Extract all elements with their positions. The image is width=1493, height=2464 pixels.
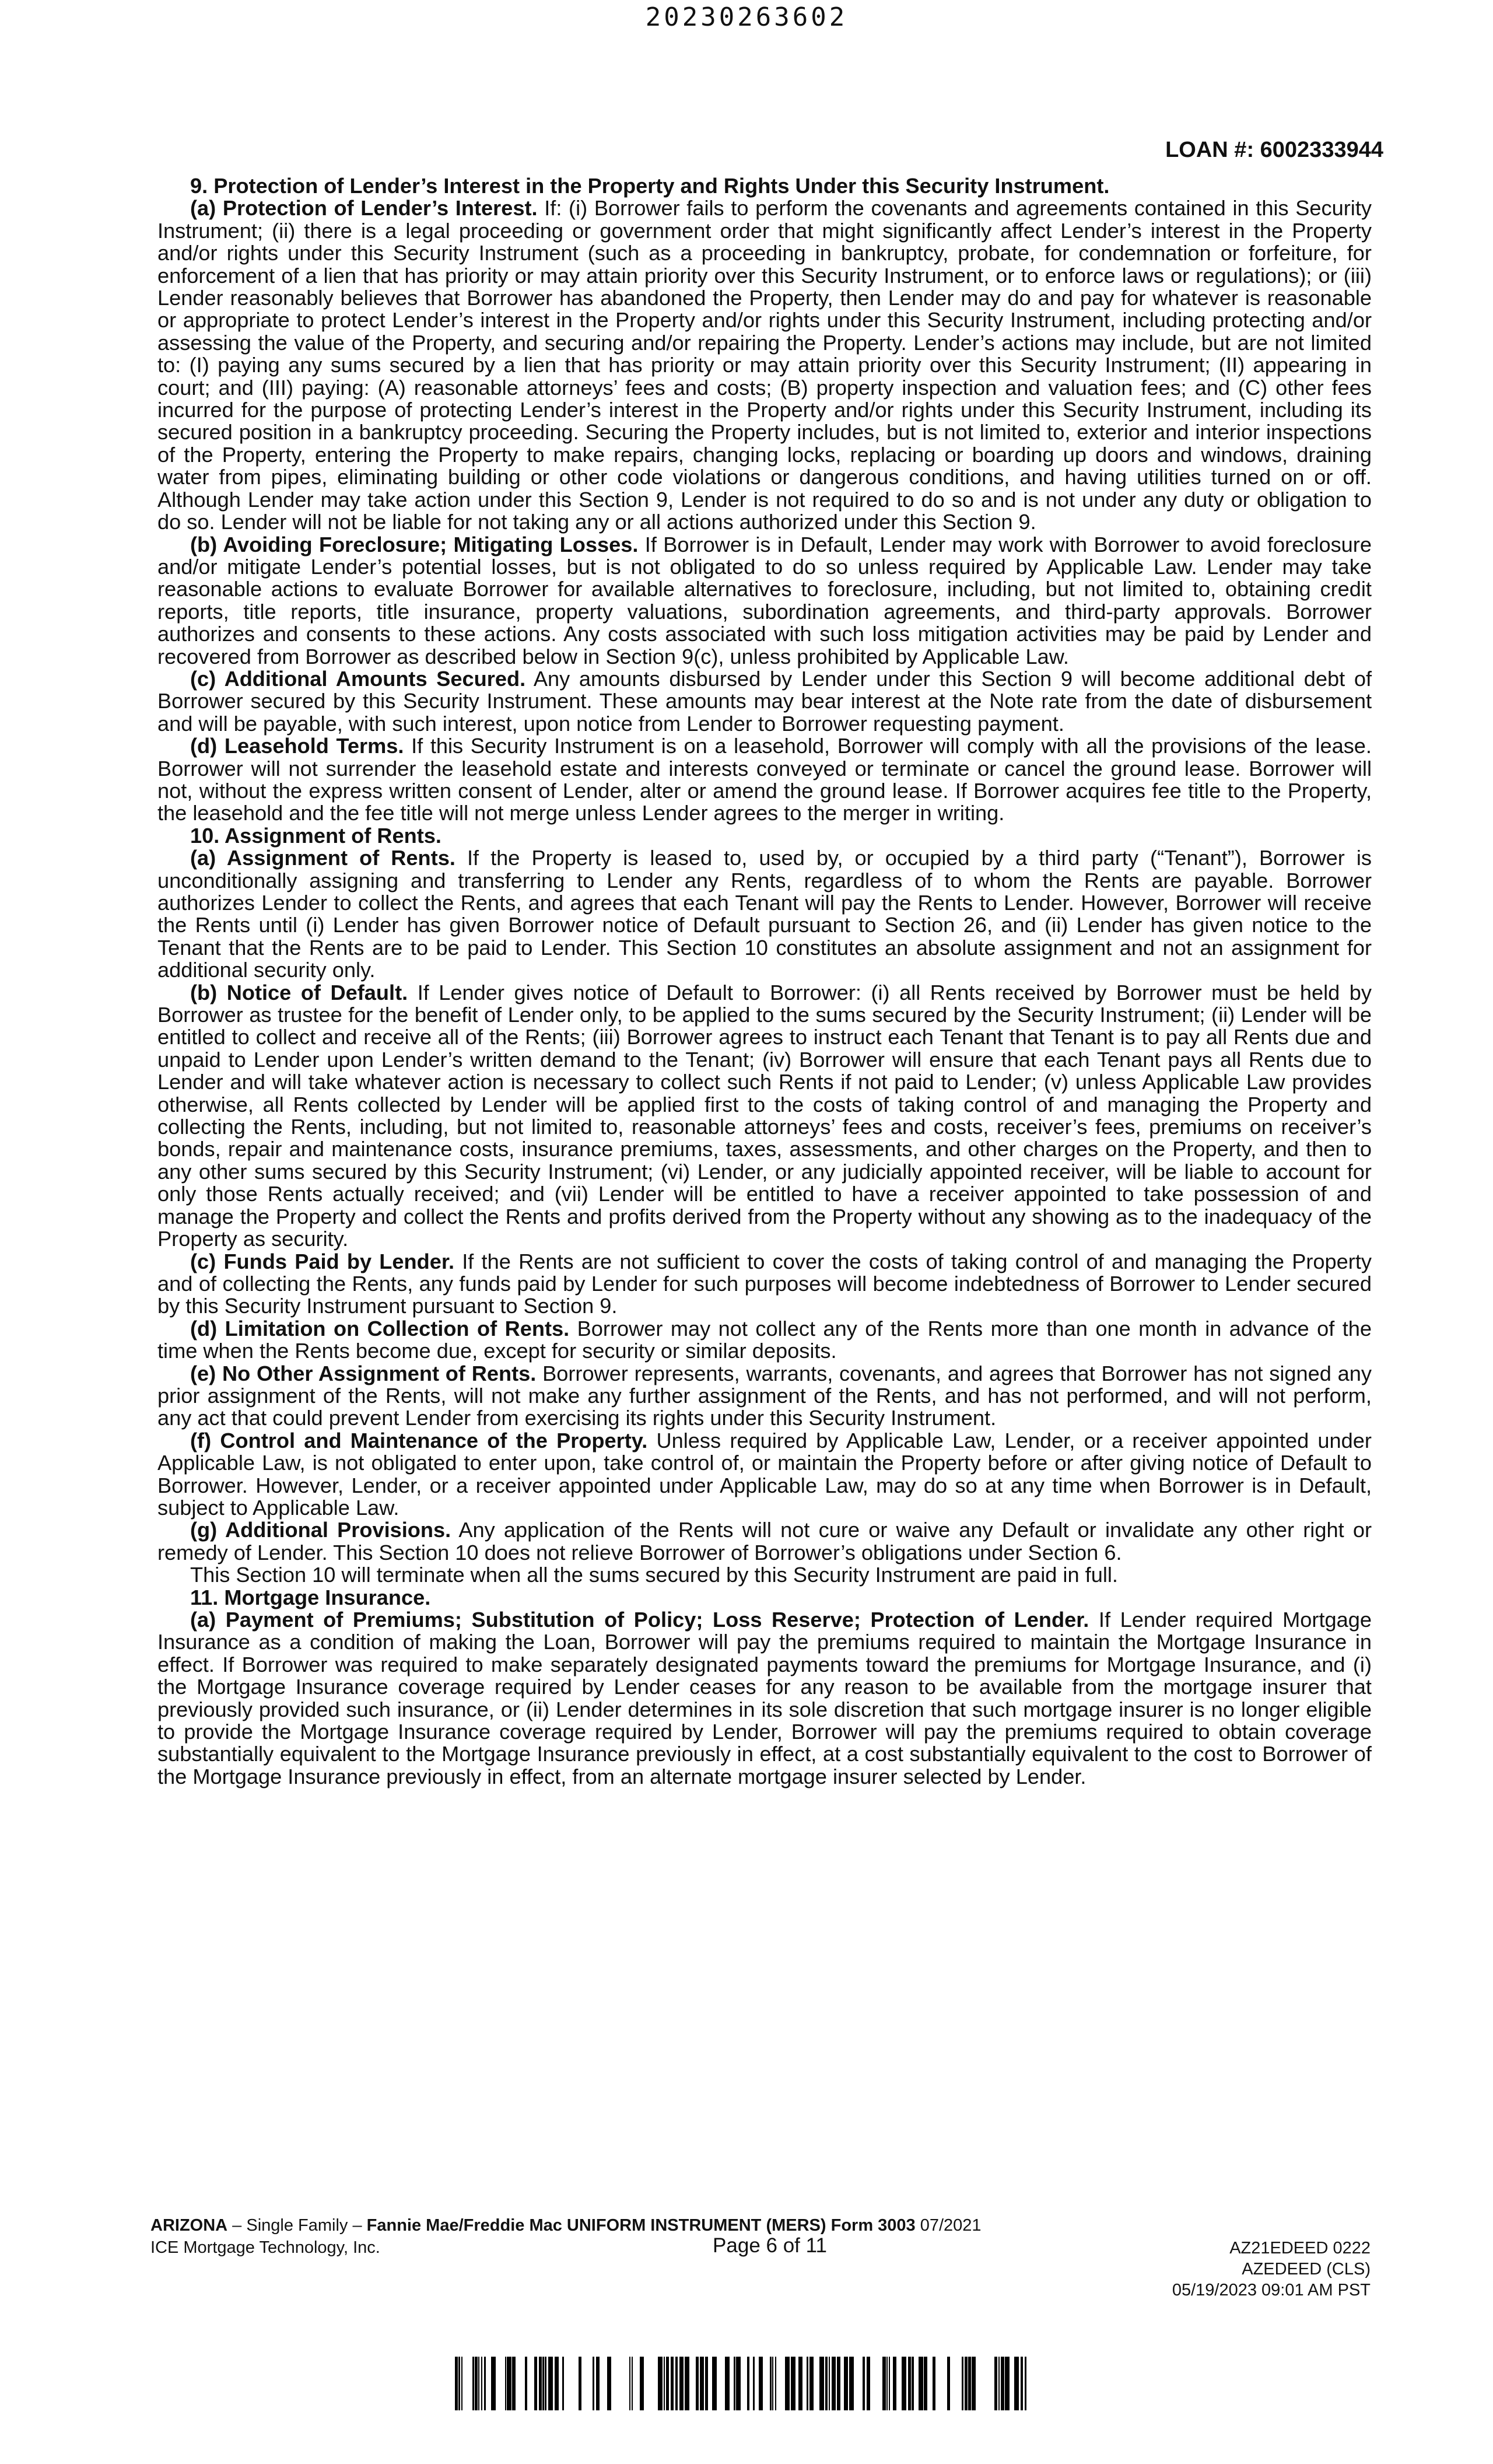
paragraph-lead: (f) Control and Maintenance of the Property.	[190, 1428, 648, 1452]
barcode-bar	[734, 2357, 735, 2410]
paragraph	[157, 1609, 1372, 1788]
paragraph-text: If the Property is leased to, used by, or occupied by a third party (“Tenant”), Borrower is unconditionally assigning and transferring to Lender any Rents, regardless of to whom the Rents are payable. Borrower authorizes Lender to collect the Rents, and agrees that each Tenant will pay the Rents to Lender. However, Borrower will receive the Rents until (i) Lender has given Borrower notice of Default pursuant to Section 26, and (ii) Lender has given notice to the Tenant that the Rents are to be paid to Lender. This Section 10 constitutes an absolute assignment and not an assignment for additional security only.	[157, 846, 1372, 982]
barcode-bar	[837, 2357, 840, 2410]
paragraph-lead: (b) Avoiding Foreclosure; Mitigating Losses.	[190, 532, 639, 556]
paragraph-text: Borrower may not collect any of the Rents more than one month in advance of the time when the Rents become due, except for security or similar deposits.	[157, 1316, 1372, 1363]
barcode-bar	[491, 2357, 496, 2410]
paragraph-lead: (e) No Other Assignment of Rents.	[190, 1361, 537, 1385]
barcode-bar	[775, 2357, 776, 2410]
recording-number: 20230263602	[645, 2, 848, 32]
paragraph	[157, 847, 1372, 981]
barcode-bar	[924, 2357, 927, 2410]
section-heading	[157, 825, 1372, 847]
paragraph	[157, 197, 1372, 533]
barcode-bar	[542, 2357, 544, 2410]
barcode-bar	[666, 2357, 669, 2410]
paragraph	[157, 1430, 1372, 1520]
paragraph-text: Unless required by Applicable Law, Lender, or a receiver appointed under Applicable Law, is not obligated to enter upon, take control of, or maintain the Property before or after giving notice of Default to Borrower. However, Lender, or a receiver appointed under Applicable Law, may do so at any time when Borrower is in Default, subject to Applicable Law.	[157, 1428, 1372, 1520]
barcode-bar	[994, 2357, 997, 2410]
barcode-bar	[965, 2357, 968, 2410]
paragraph-text: If this Security Instrument is on a leasehold, Borrower will comply with all the provisions of the lease. Borrower will not surrender the leasehold estate and interests conveyed or terminate or cancel the ground lease. Borrower will not, without the express written consent of Lender, alter or amend the ground lease. If Borrower acquires fee title to the Property, the leasehold and the fee title will not merge unless Lender agrees to the merger in writing.	[157, 734, 1372, 825]
footer-form-date: 07/2021	[915, 2216, 982, 2235]
barcode-bar	[512, 2357, 516, 2410]
barcode-bar	[889, 2357, 890, 2410]
barcode-bar	[629, 2357, 630, 2410]
barcode-bar	[461, 2357, 462, 2410]
paragraph-lead: (c) Additional Amounts Secured.	[190, 666, 526, 691]
barcode-bar	[596, 2357, 600, 2410]
barcode-bar	[912, 2357, 914, 2410]
barcode-bar	[908, 2357, 911, 2410]
barcode-bar	[968, 2357, 971, 2410]
barcode-bar	[679, 2357, 684, 2410]
barcode-bar	[1021, 2357, 1023, 2410]
section-heading	[157, 1587, 1372, 1609]
barcode-bar	[671, 2357, 674, 2410]
barcode-bar	[893, 2357, 896, 2410]
barcode-bar	[507, 2357, 511, 2410]
barcode-bar	[849, 2357, 854, 2410]
page-number: Page 6 of 11	[713, 2234, 827, 2257]
barcode-bar	[886, 2357, 888, 2410]
paragraph-text: This Section 10 will terminate when all the sums secured by this Security Instrument are paid in full.	[190, 1563, 1118, 1587]
barcode-bar	[825, 2357, 828, 2410]
barcode-bar	[712, 2357, 717, 2410]
barcode-bar	[770, 2357, 772, 2410]
barcode-bar	[863, 2357, 865, 2410]
paragraph-text: Any application of the Rents will not cure or waive any Default or invalidate any other right or remedy of Lender. This Section 10 does not relieve Borrower of Borrower’s obligations under Section 6.	[157, 1518, 1372, 1564]
footer-instrument: Fannie Mae/Freddie Mac UNIFORM INSTRUMENT (MERS) Form 3003	[366, 2216, 916, 2235]
barcode-bar	[791, 2357, 795, 2410]
paragraph	[157, 668, 1372, 735]
barcode-bar	[933, 2357, 935, 2410]
paragraph-lead: (g) Additional Provisions.	[190, 1518, 451, 1542]
barcode-bar	[998, 2357, 1000, 2410]
paragraph-text: Borrower represents, warrants, covenants, and agrees that Borrower has not signed any prior assignment of the Rents, will not make any further assignment of the Rents, and has not performed, and will not perform, any act that could prevent Lender from exercising its rights under this Security Instrument.	[157, 1361, 1372, 1430]
barcode-bar	[759, 2357, 763, 2410]
barcode-bar	[962, 2357, 963, 2410]
barcode-bar	[632, 2357, 633, 2410]
paragraph-lead: (b) Notice of Default.	[190, 980, 408, 1005]
barcode-bar	[562, 2357, 564, 2410]
paragraph-text: If: (i) Borrower fails to perform the covenants and agreements contained in this Security Instrument; (ii) there is a legal proceeding or government order that might significantly affect Lender’s interest in the Property and/or rights under this Security Instrument (such as a proceeding in bankruptcy, probate, for condemnation or forfeiture, for enforcement of a lien that has priority or may attain priority over this Security Instrument, or to enforce laws or regulations); or (iii) Lender reasonably believes that Borrower has abandoned the Property, then Lender may do and pay for whatever is reasonable or appropriate to protect Lender’s interest in the Property and/or rights under this Security Instrument, including protecting and/or assessing the value of the Property, and securing and/or repairing the Property. Lender’s actions may include, but are not limited to: (I) paying any sums secured by a lien that has priority or may attain priority over this Security Instrument; (II) appearing in court; and (III) paying: (A) reasonable attorneys’ fees and costs; (B) property inspection and valuation fees; and (C) other fees incurred for the purpose of protecting Lender’s interest in the Property and/or rights under this Security Instrument, including its secured position in a bankruptcy proceeding. Securing the Property includes, but is not limited to, exterior and interior inspections of the Property, entering the Property to make repairs, changing locks, replacing or boarding up doors and windows, draining water from pipes, eliminating building or other code violations or dangerous conditions, and having utilities turned on or off. Although Lender may take action under this Section 9, Lender is not required to do so and is not under any duty or obligation to do so. Lender will not be liable for not taking any or all actions authorized under this Section 9.	[157, 196, 1372, 534]
barcode-bar	[685, 2357, 689, 2410]
barcode-image	[455, 2357, 1032, 2410]
footer-timestamp: 05/19/2023 09:01 AM PST	[1172, 2281, 1371, 2300]
barcode-bar	[867, 2357, 870, 2410]
barcode-bar	[832, 2357, 836, 2410]
paragraph-text: If Borrower is in Default, Lender may work with Borrower to avoid foreclosure and/or mitigate Lender’s potential losses, but is not obligated to do so unless required by Applicable Law. Lender may take reasonable actions to evaluate Borrower for available alternatives to foreclosure, including, but not limited to, obtaining credit reports, title reports, title insurance, property valuations, subordination agreements, and third-party approvals. Borrower authorizes and consents to these actions. Any costs associated with such loss mitigation activities may be paid by Lender and recovered from Borrower as described below in Section 9(c), unless prohibited by Applicable Law.	[157, 532, 1372, 668]
paragraph	[157, 1251, 1372, 1318]
barcode-bar	[534, 2357, 537, 2410]
footer-company: ICE Mortgage Technology, Inc.	[150, 2238, 380, 2257]
barcode-bar	[658, 2357, 663, 2410]
paragraph	[157, 1519, 1372, 1564]
barcode-bar	[593, 2357, 594, 2410]
footer-code-1: AZ21EDEED 0222	[1229, 2239, 1371, 2258]
barcode-bar	[478, 2357, 479, 2410]
barcode-bar	[539, 2357, 542, 2410]
barcode-bar	[809, 2357, 814, 2410]
footer-state: ARIZONA	[150, 2216, 228, 2235]
barcode-bar	[947, 2357, 950, 2410]
paragraph-lead: (d) Limitation on Collection of Rents.	[190, 1316, 570, 1340]
barcode-bar	[753, 2357, 755, 2410]
barcode-bar	[972, 2357, 976, 2410]
barcode-bar	[844, 2357, 848, 2410]
paragraph-text: If Lender gives notice of Default to Borrower: (i) all Rents received by Borrower must be held by Borrower as trustee for the benefit of Lender only, to be applied to the sums secured by the Security Instrument; (ii) Lender will be entitled to collect and receive all of the Rents; (iii) Borrower agrees to instruct each Tenant that Tenant is to pay all Rents due and unpaid to Lender upon Lender’s written demand to the Tenant; (iv) Borrower will ensure that each Tenant pays all Rents due to Lender and will take whatever action is necessary to collect such Rents if not paid to Lender; (v) unless Applicable Law provides otherwise, all Rents collected by Lender will be applied first to the costs of taking control of and managing the Property and collecting the Rents, including, but not limited to, reasonable attorneys’ fees and costs, receiver’s fees, premiums on receiver’s bonds, repair and maintenance costs, insurance premiums, taxes, assessments, and other charges on the Property, and then to any other sums secured by this Security Instrument; (vi) Lender, or any judicially appointed receiver, will be liable to account for only those Rents actually received; and (vii) Lender will be entitled to have a receiver appointed to take possession of and manage the Property and collect the Rents and profits derived from the Property without any showing as to the inadequacy of the Property as security.	[157, 980, 1372, 1251]
barcode-bar	[736, 2357, 741, 2410]
barcode-bar	[747, 2357, 749, 2410]
barcode-bar	[1005, 2357, 1010, 2410]
barcode-bar	[481, 2357, 482, 2410]
barcode-bar	[472, 2357, 474, 2410]
section-heading	[157, 175, 1372, 197]
barcode-bar	[696, 2357, 699, 2410]
barcode-bar	[829, 2357, 830, 2410]
paragraph-lead: (d) Leasehold Terms.	[190, 734, 404, 758]
paragraph	[157, 1363, 1372, 1430]
barcode-bar	[819, 2357, 824, 2410]
barcode-bar	[902, 2357, 906, 2410]
paragraph-text: 10. Assignment of Rents.	[190, 823, 441, 848]
barcode-bar	[664, 2357, 665, 2410]
footer-left	[150, 2214, 982, 2259]
paragraph-lead: (c) Funds Paid by Lender.	[190, 1249, 454, 1273]
paragraph-text: 11. Mortgage Insurance.	[190, 1585, 431, 1609]
barcode-bar	[725, 2357, 730, 2410]
paragraph-text: Any amounts disbursed by Lender under this Section 9 will become additional debt of Borrower secured by this Security Instrument. These amounts may bear interest at the Note rate from the date of disbursement and will be payable, with such interest, upon notice from Lender to Borrower requesting payment.	[157, 666, 1372, 736]
barcode-bar	[785, 2357, 790, 2410]
footer-code-2: AZEDEED (CLS)	[1242, 2260, 1371, 2278]
barcode-bar	[1014, 2357, 1019, 2410]
barcode-bar	[882, 2357, 886, 2410]
paragraph	[157, 1318, 1372, 1363]
barcode-bar	[455, 2357, 458, 2410]
barcode-bar	[1001, 2357, 1004, 2410]
paragraph-lead: (a) Payment of Premiums; Substitution of Policy; Loss Reserve; Protection of Lender.	[190, 1608, 1089, 1632]
barcode-bar	[705, 2357, 708, 2410]
barcode-bar	[548, 2357, 553, 2410]
footer-right	[1172, 2238, 1371, 2301]
paragraph-text: If Lender required Mortgage Insurance as a condition of making the Loan, Borrower will pay the premiums required to maintain the Mortgage Insurance in effect. If Borrower was required to make separately designated payments toward the premiums for Mortgage Insurance, and (i) the Mortgage Insurance coverage required by Lender ceases for any reason to be available from the mortgage insurer that previously provided such insurance, or (ii) Lender determines in its sole discretion that such mortgage insurer is no longer eligible to provide the Mortgage Insurance coverage required by Lender, Borrower will pay the premiums required to obtain coverage substantially equivalent to the Mortgage Insurance previously in effect, at a cost substantially equivalent to the cost to Borrower of the Mortgage Insurance previously in effect, from an alternate mortgage insurer selected by Lender.	[157, 1608, 1372, 1788]
paragraph-lead: (a) Protection of Lender’s Interest.	[190, 196, 538, 220]
barcode-bar	[640, 2357, 644, 2410]
paragraph-text: If the Rents are not sufficient to cover the costs of taking control of and managing the Property and of collecting the Rents, any funds paid by Lender for such purposes will become indebtedness of Borrower to Lender secured by this Security Instrument pursuant to Section 9.	[157, 1249, 1372, 1318]
barcode-bar	[700, 2357, 704, 2410]
barcode-bar	[1025, 2357, 1026, 2410]
barcode-bar	[607, 2357, 611, 2410]
document-body	[157, 175, 1372, 1788]
footer-form-type: – Single Family –	[227, 2216, 367, 2235]
barcode-bar	[579, 2357, 581, 2410]
barcode-bar	[807, 2357, 808, 2410]
form-identifier	[150, 2214, 982, 2236]
paragraph	[157, 1564, 1372, 1586]
paragraph-lead: (a) Assignment of Rents.	[190, 846, 455, 870]
paragraph	[157, 534, 1372, 668]
barcode-bar	[458, 2357, 460, 2410]
paragraph	[157, 982, 1372, 1251]
barcode-bar	[545, 2357, 546, 2410]
barcode-bar	[772, 2357, 773, 2410]
barcode-bar	[555, 2357, 559, 2410]
loan-number: LOAN #: 6002333944	[1165, 138, 1383, 162]
barcode-bar	[525, 2357, 527, 2410]
paragraph-text: 9. Protection of Lender’s Interest in the Property and Rights Under this Security Instrument.	[190, 174, 1110, 198]
barcode-bar	[505, 2357, 506, 2410]
barcode-bar	[798, 2357, 802, 2410]
barcode-bar	[475, 2357, 478, 2410]
barcode-bar	[484, 2357, 486, 2410]
paragraph	[157, 735, 1372, 825]
barcode-bar	[675, 2357, 678, 2410]
barcode-bar	[919, 2357, 923, 2410]
